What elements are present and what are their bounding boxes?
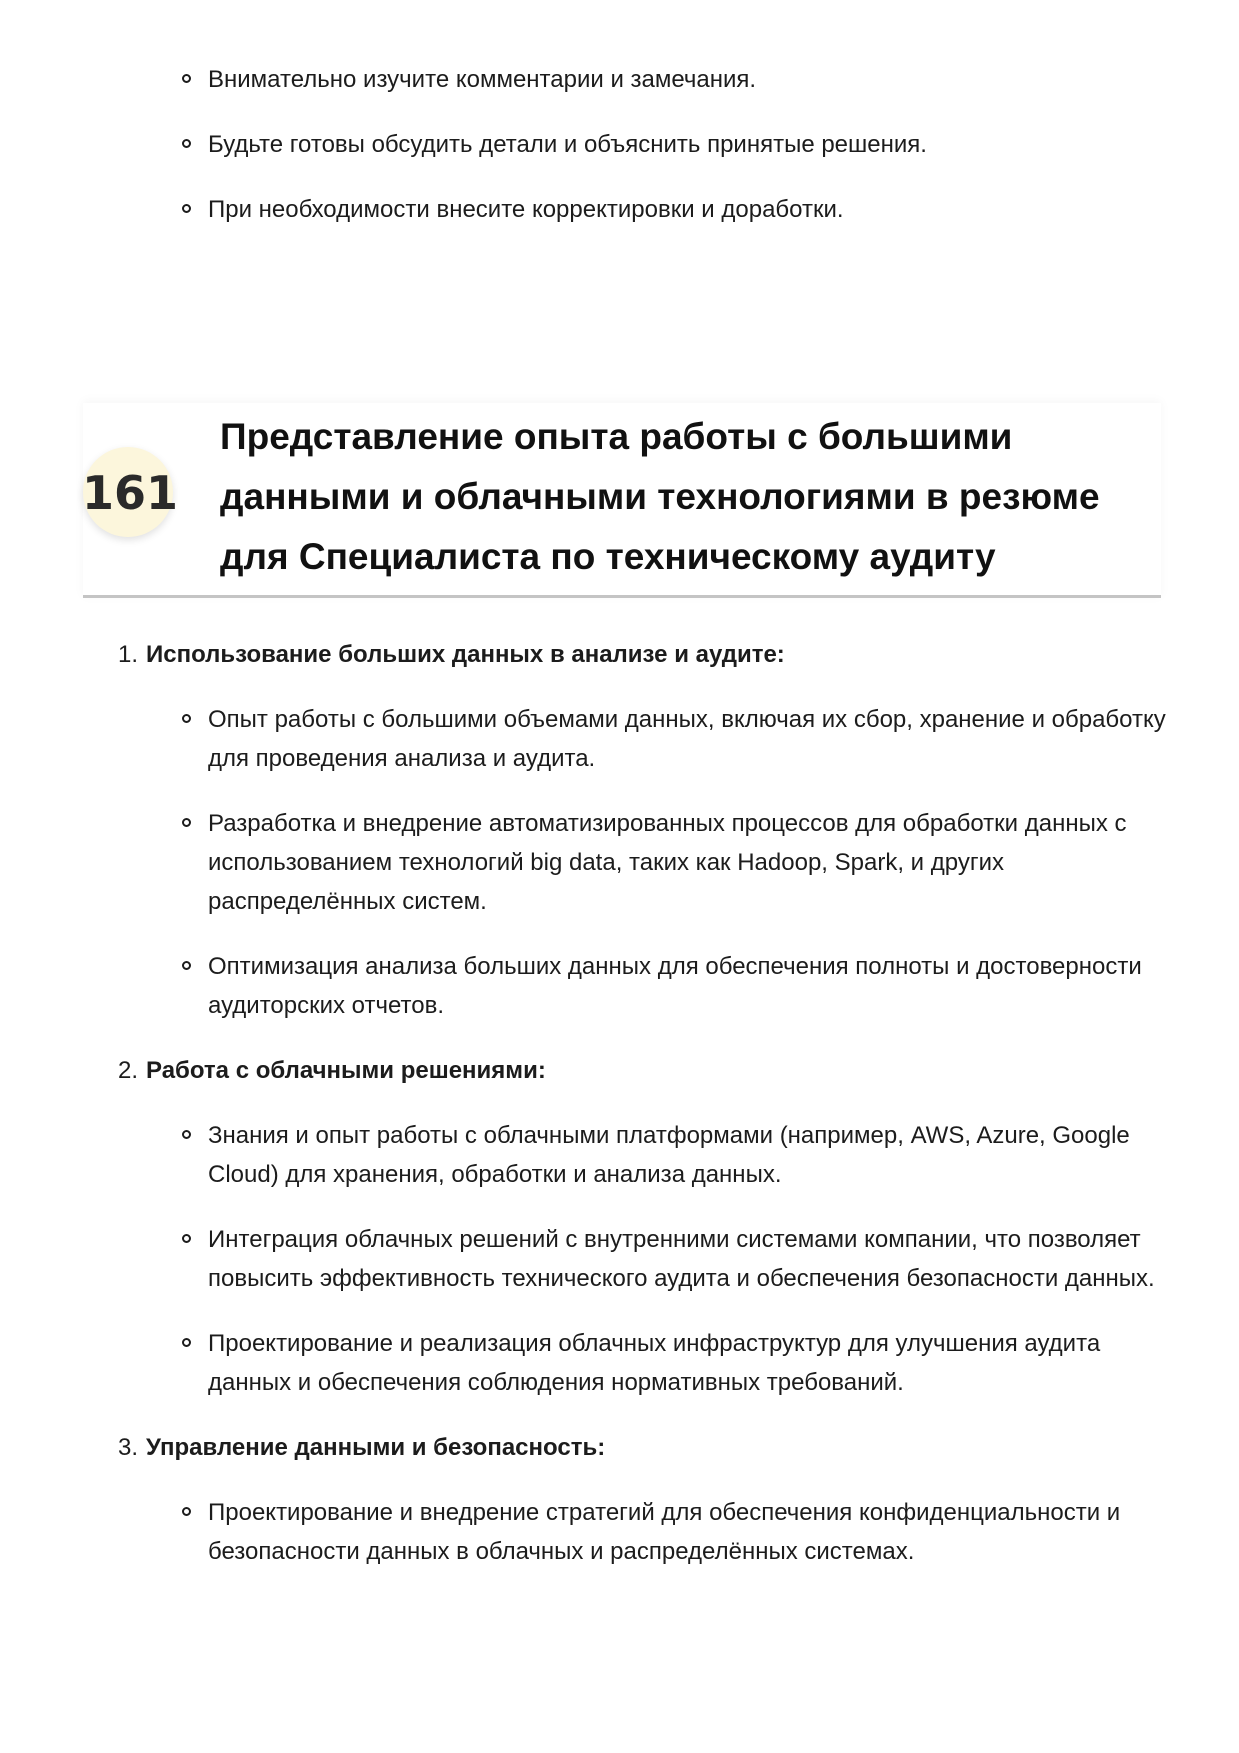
top-bullet-list	[208, 60, 1168, 255]
list-item-text: Проектирование и реализация облачных инфраструктур для улучшения аудита данных и обеспечения соблюдения нормативных требований.	[208, 1330, 1101, 1396]
numbered-item	[118, 635, 1178, 1025]
list-item	[208, 125, 1168, 164]
list-item-text: Интеграция облачных решений с внутренними системами компании, что позволяет повысить эффективность технического аудита и обеспечения безопасности данных.	[208, 1226, 1155, 1292]
list-item-text: Оптимизация анализа больших данных для обеспечения полноты и достоверности аудиторских отчетов.	[208, 953, 1142, 1019]
hollow-circle-bullet-icon	[182, 1338, 191, 1347]
list-item-text: Опыт работы с большими объемами данных, включая их сбор, хранение и обработку для проведения анализа и аудита.	[208, 706, 1166, 772]
list-item-text: Будьте готовы обсудить детали и объяснить принятые решения.	[208, 131, 927, 158]
hollow-circle-bullet-icon	[182, 139, 191, 148]
list-item-text: Разработка и внедрение автоматизированных процессов для обработки данных с использованием технологий big data, таких как Hadoop, Spark, и других распределённых систем.	[208, 810, 1127, 915]
item-number: 1.	[118, 641, 139, 668]
hollow-circle-bullet-icon	[182, 74, 191, 83]
hollow-circle-bullet-icon	[182, 1507, 191, 1516]
hollow-circle-bullet-icon	[182, 1130, 191, 1139]
section-title: Представление опыта работы с большими данными и облачными технологиями в резюме для Специалиста по техническому аудиту	[220, 416, 1100, 577]
list-item	[208, 190, 1168, 229]
list-item	[208, 700, 1168, 778]
list-item-text: При необходимости внесите корректировки и доработки.	[208, 196, 844, 223]
hollow-circle-bullet-icon	[182, 204, 191, 213]
list-item-text: Проектирование и внедрение стратегий для обеспечения конфиденциальности и безопасности данных в облачных и распределённых системах.	[208, 1499, 1121, 1565]
hollow-circle-bullet-icon	[182, 714, 191, 723]
list-item-text: Знания и опыт работы с облачными платформами (например, AWS, Azure, Google Cloud) для хранения, обработки и анализа данных.	[208, 1122, 1130, 1188]
hollow-circle-bullet-icon	[182, 818, 191, 827]
list-item	[208, 1493, 1168, 1571]
list-item-text: Внимательно изучите комментарии и замечания.	[208, 66, 757, 93]
item-heading: Использование больших данных в анализе и аудите:	[146, 641, 785, 668]
list-item	[208, 60, 1168, 99]
section-number: 161	[81, 466, 179, 520]
hollow-circle-bullet-icon	[182, 961, 191, 970]
list-item	[208, 804, 1168, 921]
sub-bullet-list	[208, 1116, 1168, 1402]
item-heading: Управление данными и безопасность:	[146, 1434, 606, 1461]
item-heading: Работа с облачными решениями:	[146, 1057, 546, 1084]
numbered-item	[118, 1428, 1178, 1571]
list-item	[208, 1116, 1168, 1194]
list-item	[208, 1324, 1168, 1402]
sub-bullet-list	[208, 700, 1168, 1025]
numbered-list	[118, 635, 1178, 1597]
list-item	[208, 1220, 1168, 1298]
hollow-circle-bullet-icon	[182, 1234, 191, 1243]
item-number: 2.	[118, 1057, 139, 1084]
sub-bullet-list	[208, 1493, 1168, 1571]
item-number: 3.	[118, 1434, 139, 1461]
list-item	[208, 947, 1168, 1025]
numbered-item	[118, 1051, 1178, 1402]
